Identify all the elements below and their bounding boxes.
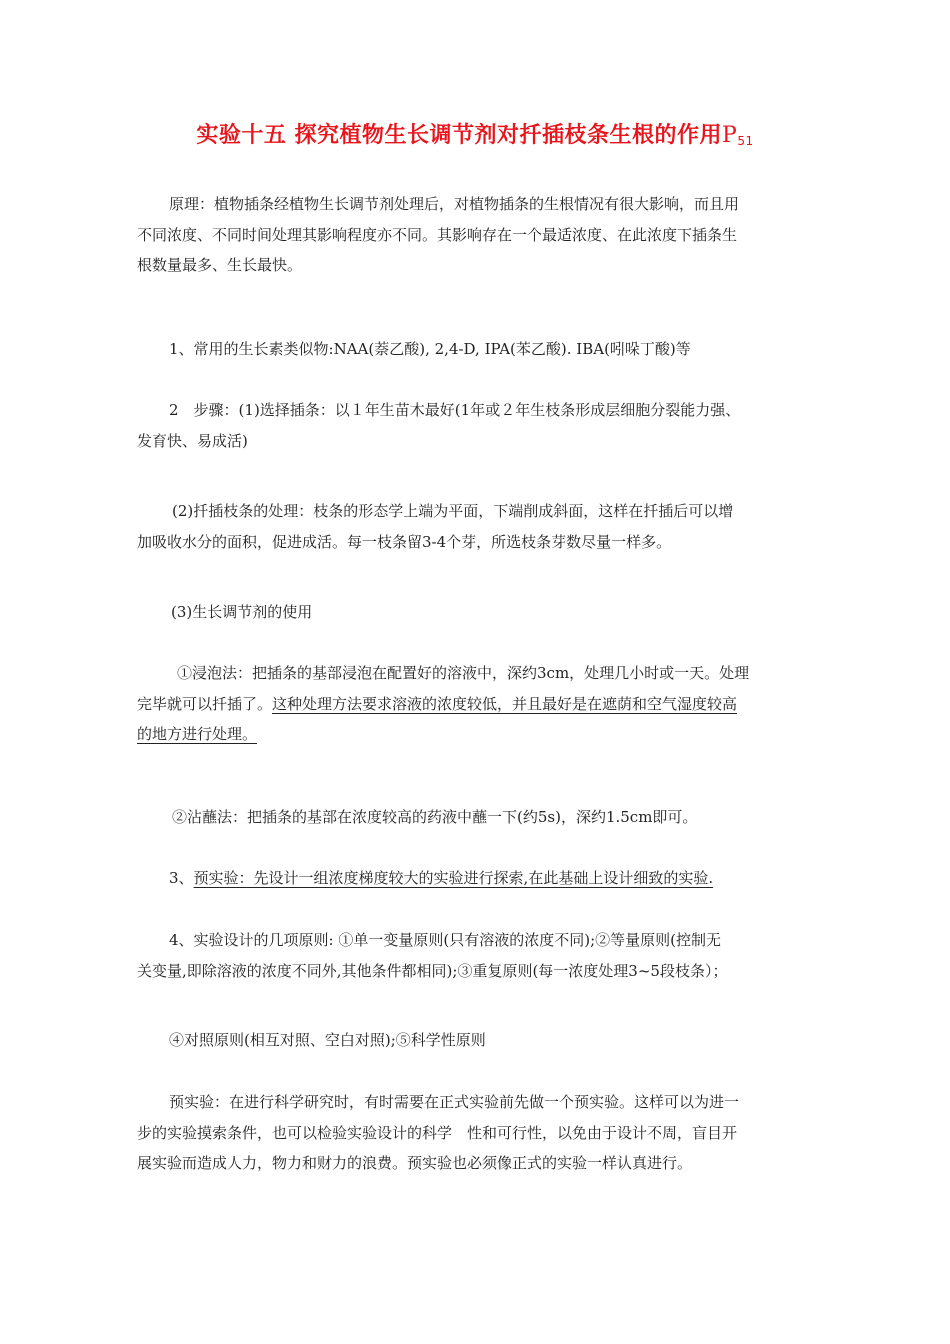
item-4b-paragraph bbox=[137, 1025, 813, 1056]
item-3-underlined: 预实验：先设计一组浓度梯度较大的实验进行探索,在此基础上设计细致的实验. bbox=[193, 869, 714, 887]
step-2-line-1: (2)扦插枝条的处理：枝条的形态学上端为平面，下端削成斜面，这样在扦插后可以增 bbox=[172, 502, 734, 520]
step-2-paragraph bbox=[137, 496, 813, 557]
item-2-line-1: 2 步骤：(1)选择插条：以１年生苗木最好(1年或２年生枝条形成层细胞分裂能力强、 bbox=[169, 401, 741, 419]
principle-paragraph bbox=[137, 189, 813, 281]
step-3-line-1: (3)生长调节剂的使用 bbox=[171, 603, 313, 621]
item-4b-line-1: ④对照原则(相互对照、空白对照);⑤科学性原则 bbox=[169, 1031, 486, 1049]
soak-method-paragraph bbox=[137, 658, 813, 750]
dip-method-paragraph bbox=[137, 802, 813, 833]
pre-experiment-line-1: 预实验：在进行科学研究时，有时需要在正式实验前先做一个预实验。这样可以为进一 bbox=[169, 1093, 740, 1111]
pre-experiment-line-3: 展实验而造成人力，物力和财力的浪费。预实验也必须像正式的实验一样认真进行。 bbox=[137, 1154, 693, 1172]
page-reference-subscript: 51 bbox=[737, 134, 754, 148]
soak-line-2-underlined: 这种处理方法要求溶液的浓度较低，并且最好是在遮荫和空气湿度较高 bbox=[272, 694, 738, 713]
item-3-line-1 bbox=[137, 863, 813, 894]
principle-line-1: 原理：植物插条经植物生长调节剂处理后，对植物插条的生根情况有很大影响，而且用 bbox=[169, 195, 740, 213]
item-4-line-1: 4、实验设计的几项原则: ①单一变量原则(只有溶液的浓度不同);②等量原则(控制无 bbox=[169, 931, 721, 949]
item-3-prefix: 3、 bbox=[169, 869, 194, 887]
item-1-line-1: 1、常用的生长素类似物:NAA(萘乙酸), 2,4-D, IPA(苯乙酸). IBA(吲哚丁酸)等 bbox=[169, 340, 691, 358]
item-1-paragraph bbox=[137, 334, 813, 365]
step-2-line-2: 加吸收水分的面积，促进成活。每一枝条留3-4个芽，所选枝条芽数尽量一样多。 bbox=[137, 532, 672, 551]
document-title bbox=[0, 118, 950, 149]
item-4-line-2: 关变量,即除溶液的浓度不同外,其他条件都相同);③重复原则(每一浓度处理3~5段枝条）； bbox=[137, 961, 728, 980]
item-2-paragraph bbox=[137, 395, 813, 456]
pre-experiment-paragraph bbox=[137, 1087, 813, 1179]
soak-line-2 bbox=[137, 689, 813, 720]
principle-line-3: 根数量最多、生长最快。 bbox=[137, 256, 303, 274]
step-3-paragraph bbox=[137, 597, 813, 628]
soak-line-2-plain: 完毕就可以扦插了。 bbox=[137, 694, 273, 713]
item-4-paragraph bbox=[137, 925, 813, 986]
title-text: 实验十五 探究植物生长调节剂对扦插枝条生根的作用 bbox=[196, 123, 723, 148]
soak-line-3-underlined: 的地方进行处理。 bbox=[137, 725, 258, 743]
page-reference: P bbox=[722, 123, 738, 148]
item-3-paragraph bbox=[137, 863, 813, 894]
dip-line-1: ②沾蘸法：把插条的基部在浓度较高的药液中蘸一下(约5s)，深约1.5cm即可。 bbox=[172, 808, 698, 826]
principle-line-2: 不同浓度、不同时间处理其影响程度亦不同。其影响存在一个最适浓度、在此浓度下插条生 bbox=[137, 225, 738, 244]
pre-experiment-line-2: 步的实验摸索条件，也可以检验实验设计的科学 性和可行性，以免由于设计不周，盲目开 bbox=[137, 1123, 738, 1142]
soak-line-3 bbox=[137, 719, 813, 750]
soak-line-1: ①浸泡法：把插条的基部浸泡在配置好的溶液中，深约3cm，处理几小时或一天。处理 bbox=[177, 664, 750, 682]
item-2-line-2: 发育快、易成活) bbox=[137, 431, 248, 450]
